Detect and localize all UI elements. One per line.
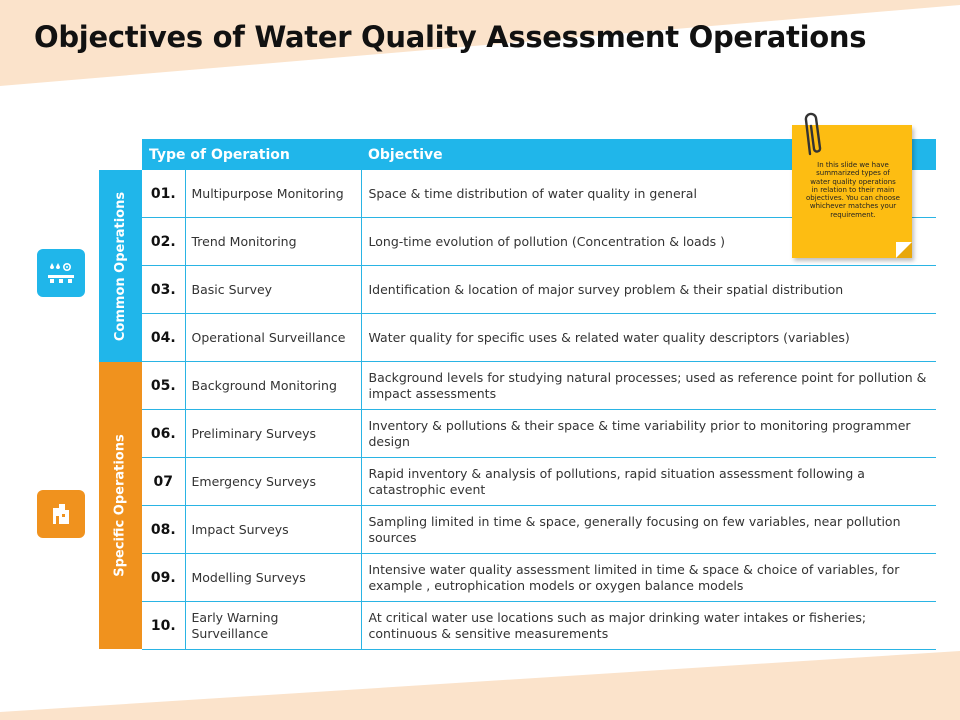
- table-row: [142, 362, 936, 410]
- row-number: 06.: [142, 410, 185, 458]
- operation-type: Operational Surveillance: [185, 314, 361, 362]
- table-row: [142, 266, 936, 314]
- operation-objective: Background levels for studying natural processes; used as reference point for pollution & impact assessments: [361, 362, 936, 410]
- paperclip-icon: [800, 110, 830, 160]
- operation-objective: Long-time evolution of pollution (Concentration & loads ): [361, 218, 936, 266]
- operation-type: Background Monitoring: [185, 362, 361, 410]
- header-objective: Objective: [361, 139, 936, 170]
- table-row: [142, 314, 936, 362]
- row-number: 09.: [142, 554, 185, 602]
- sticky-note-fold: [896, 242, 912, 258]
- specific-operations-bar: [99, 362, 142, 649]
- table-row: [142, 602, 936, 650]
- page-title: Objectives of Water Quality Assessment Operations: [34, 20, 867, 54]
- operation-objective: At critical water use locations such as major drinking water intakes or fisheries; continuous & sensitive measurements: [361, 602, 936, 650]
- operation-objective: Identification & location of major survey problem & their spatial distribution: [361, 266, 936, 314]
- specific-operations-label: Specific Operations: [113, 434, 128, 577]
- row-number: 03.: [142, 266, 185, 314]
- operation-type: Early Warning Surveillance: [185, 602, 361, 650]
- row-number: 02.: [142, 218, 185, 266]
- header-type-of-operation: Type of Operation: [142, 139, 361, 170]
- operation-type: Multipurpose Monitoring: [185, 170, 361, 218]
- operation-type: Basic Survey: [185, 266, 361, 314]
- sticky-note-text: In this slide we have summarized types of water quality operations in relation to their main objectives. You can choose whichever matches your requirement.: [806, 161, 900, 219]
- row-number: 05.: [142, 362, 185, 410]
- row-number: 04.: [142, 314, 185, 362]
- table-row: [142, 554, 936, 602]
- row-number: 01.: [142, 170, 185, 218]
- water-plant-icon: [37, 249, 85, 297]
- table-row: [142, 410, 936, 458]
- row-number: 08.: [142, 506, 185, 554]
- operation-objective: Space & time distribution of water quality in general: [361, 170, 936, 218]
- operation-type: Impact Surveys: [185, 506, 361, 554]
- operation-type: Trend Monitoring: [185, 218, 361, 266]
- operation-objective: Water quality for specific uses & related water quality descriptors (variables): [361, 314, 936, 362]
- factory-icon: [37, 490, 85, 538]
- operation-objective: Intensive water quality assessment limited in time & space & choice of variables, for example , eutrophication models or oxygen balance models: [361, 554, 936, 602]
- row-number: 07: [142, 458, 185, 506]
- operation-type: Emergency Surveys: [185, 458, 361, 506]
- operation-objective: Rapid inventory & analysis of pollutions, rapid situation assessment following a catastrophic event: [361, 458, 936, 506]
- row-number: 10.: [142, 602, 185, 650]
- operation-type: Preliminary Surveys: [185, 410, 361, 458]
- table-row: [142, 458, 936, 506]
- operation-type: Modelling Surveys: [185, 554, 361, 602]
- operation-objective: Inventory & pollutions & their space & time variability prior to monitoring programmer design: [361, 410, 936, 458]
- table-row: [142, 506, 936, 554]
- common-operations-label: Common Operations: [113, 191, 129, 341]
- bottom-peach-band: [0, 651, 960, 720]
- operation-objective: Sampling limited in time & space, generally focusing on few variables, near pollution sources: [361, 506, 936, 554]
- common-operations-bar: [99, 170, 142, 362]
